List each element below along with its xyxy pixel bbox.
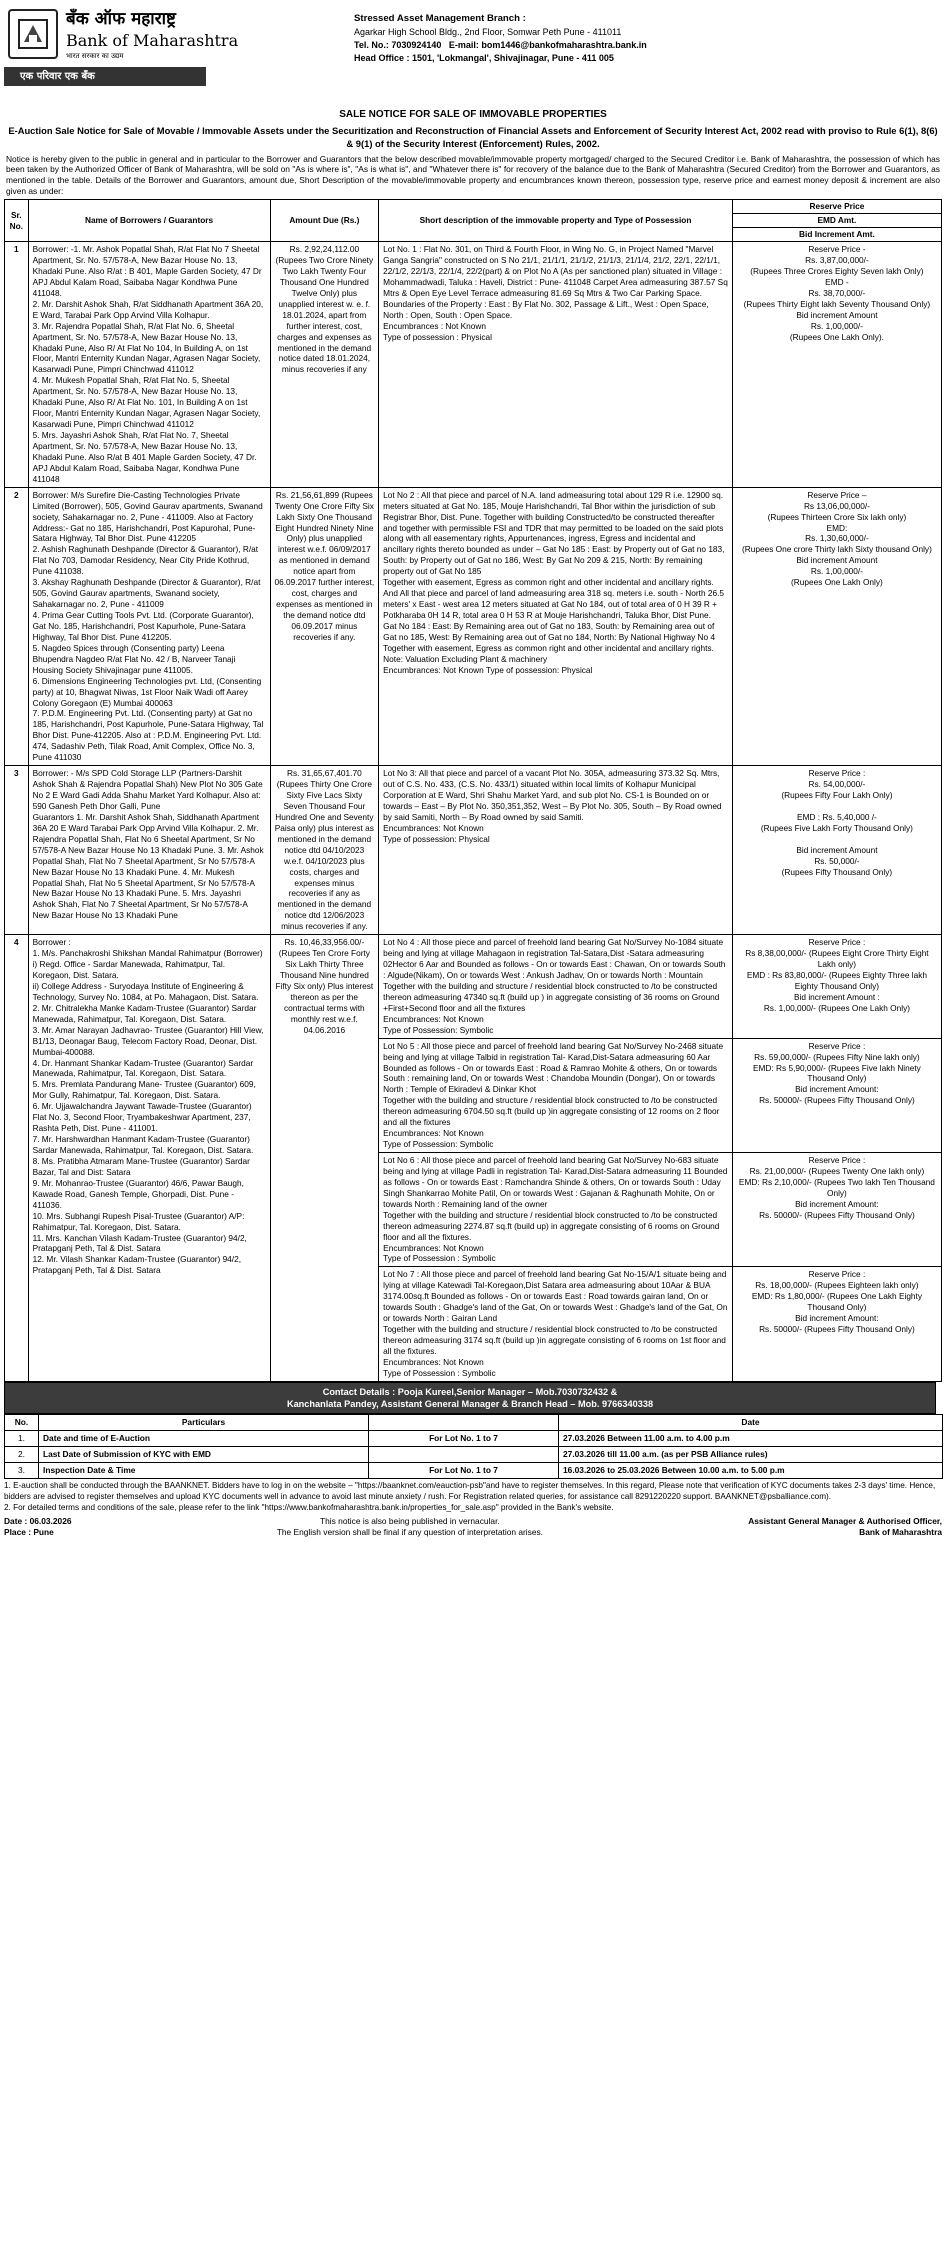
- schedule-table: [4, 1414, 943, 1479]
- officer-title: Assistant General Manager & Authorised Officer,: [748, 1515, 942, 1526]
- notice-subtitle: E-Auction Sale Notice for Sale of Movable / Immovable Assets under the Securitization and Reconstruction of Financial Assets and Enforcement of Security Interest Act, 2002 read with proviso to Rule 6(1), 8(6) & 9(1) of the Security Interest (Enforcement) Rules, 2002.: [8, 125, 938, 149]
- contact-line-2: Kanchanlata Pandey, Assistant General Manager & Branch Head – Mob. 9766340338: [286, 1398, 654, 1409]
- header-emd: EMD Amt.: [733, 214, 941, 228]
- notice-body: Notice is hereby given to the public in general and in particular to the Borrower and Guarantors that the below described movable/immovable property mortgaged/ charged to the Secured Creditor i.e. Bank of Maharashtra, the possession of which has been taken by the Authorized Officer of Bank of Maharashtra, will be sold on "As is where is", "As is what is", and "Whatever there is" for recovery of the balance due to the Bank of Maharashtra (Secured Creditor) from the Borrower and Guarantors, as mentioned in the table. Details of the Borrower and Guarantors, amount due, Short Description of the movable/immovable property and encumbrances known thereon, possession type, reserve price and earnest money deposit & increment are also given as under:: [6, 153, 940, 197]
- row-reserve-price: Reserve Price : Rs 8,38,00,000/- (Rupees Eight Crore Thirty Eight Lakh only) EMD : Rs 83,80,000/- (Rupees Eighty Three lakh Eighty Thousand Only) Bid increment Amount : Rs. 1,00,000/- (Rupees One Lakh Only): [732, 935, 941, 1038]
- branch-phone: Tel. No.: 7030924140: [354, 39, 442, 50]
- row-amount: Rs. 31,65,67,401.70 (Rupees Thirty One Crore Sixty Five Lacs Sixty Seven Thousand Four Hundred One and Seventy Paisa only) plus interest as mentioned in the demand notice dtd 04/10/2023 w.e.f. 04/10/2023 plus costs, charges and expenses minus recoveries if any as mentioned in the demand notice dtd 12/06/2023 minus recoveries if any.: [270, 766, 379, 935]
- letterhead: [4, 0, 942, 104]
- bank-slogan: एक परिवार एक बँक: [4, 67, 206, 86]
- branch-email: E-mail: bom1446@bankofmaharashtra.bank.in: [448, 39, 647, 50]
- bank-name-hindi: बँक ऑफ महाराष्ट्र: [66, 9, 176, 29]
- footer-note-2: 2. For detailed terms and conditions of the sale, please refer to the link "https://www.bankofmaharashtra.bank.in/properties_for_sale.asp" provided in the Bank's website.: [4, 1503, 614, 1513]
- schedule-cell: 16.03.2026 to 25.03.2026 Between 10.00 a.m. to 5.00 p.m: [559, 1463, 943, 1479]
- branch-address: [334, 0, 942, 104]
- row-reserve-price: Reserve Price : Rs. 54,00,000/- (Rupees Fifty Four Lakh Only) EMD : Rs. 5,40,000 /- (Rupees Five Lakh Forty Thousand Only) Bid increment Amount Rs. 50,000/- (Rupees Fifty Thousand Only): [732, 766, 941, 935]
- vernacular-note: This notice is also being published in vernacular.: [320, 1515, 500, 1526]
- table-row: [5, 487, 942, 765]
- signature-block: [4, 1516, 942, 1538]
- schedule-row: [5, 1447, 943, 1463]
- schedule-cell: Last Date of Submission of KYC with EMD: [39, 1447, 369, 1463]
- row-reserve-price: Reserve Price - Rs. 3,87,00,000/- (Rupees Three Crores Eighty Seven lakh Only) EMD - Rs. 38,70,000/- (Rupees Thirty Eight lakh Seventy Thousand Only) Bid increment Amount Rs. 1,00,000/- (Rupees One Lakh Only).: [732, 242, 941, 488]
- table-header-row: [5, 200, 942, 242]
- row-borrowers: Borrower: M/s Surefire Die-Casting Technologies Private Limited (Borrower), 505, Govind Gaurav apartments, Swanand society, Sahakarnagar no. 2, Pune - 411009. Also at Factory Address:- Gat no 185, Harishchandri, Post Kapurohal, Pune-Satara Highway, Tal Bhor Dist. Pune 412205 2. Ashish Raghunath Deshpande (Director & Guarantor), R/at Flat No 703, Damodar Residency, Near City Pride Kothrud, Pune 411038. 3. Akshay Raghunath Deshpande (Director & Guarantor), R/at 505, Govind Gaurav apartments, Swanand society, Sahakarnagar no. 2, Pune - 411009 4. Prima Gear Cutting Tools Pvt. Ltd. (Corporate Guarantor), Gat No. 185, Harishchandri, Post Kapurhole, Pune-Satara Highway, Tal Bhor Dist. Pune 412205. 5. Nagdeo Spices through (Consenting party) Leena Bhupendra Nagdeo R/at Flat No. 42 / B, Narveer Tanaji Housing Society Shivajinagar pune 411005. 6. Dimensions Engineering Technologies pvt. Ltd, (Consenting party) at 10, Bhagwat Niwas, 1st Floor Naik Wadi off Aarey Colony Goregaon (E) Mumbai 400063 7. P.D.M. Engineering Pvt. Ltd. (Consenting party) at Gat no 185, Harishchandri, Post Kapurhole, Pune-Satara Highway, Tal Bhor Dist. Pune-412205. Also at : P.D.M. Engineering Pvt. Ltd. 474, Sadashiv Peth, Tilak Road, Amit Complex, Office No. 3, Pune 411030: [28, 487, 270, 765]
- row-lot-description: Lot No 5 : All those piece and parcel of freehold land bearing Gat No/Survey No-2468 situate being and lying at village Talbid in registration Tal- Karad,Dist-Satara admeasuring 60 Aar Bounded as follows - On or towards East : Road & Ramrao Mohite & others, On or towards South : remaining land, On or towards West : Chandoba Moundin (Dongar), On or towards North : Temple of Ekiradevi & Dinkar Khot Together with the building and structure / residential block constructed to /to be constructed thereon admeasuring 6704.50 sq.ft (build up )in aggregate consisting of 12 rooms on 2 floor and all the fixtures Encumbrances: Not Known Type of Possession: Symbolic: [379, 1038, 733, 1152]
- bank-name-english: Bank of Maharashtra: [66, 31, 239, 51]
- branch-name: Stressed Asset Management Branch :: [354, 13, 526, 24]
- branch-street: Agarkar High School Bldg., 2nd Floor, Somwar Peth Pune - 411011: [354, 26, 622, 37]
- header-reserve-price: [732, 200, 941, 242]
- contact-details: [4, 1382, 936, 1414]
- row-sr: 1: [5, 242, 29, 488]
- row-reserve-price: Reserve Price : Rs. 18,00,000/- (Rupees Eighteen lakh only) EMD: Rs 1,80,000/- (Rupees One Lakh Eighty Thousand Only) Bid increment Amount: Rs. 50000/- (Rupees Fifty Thousand Only): [732, 1267, 941, 1381]
- notice-title: SALE NOTICE FOR SALE OF IMMOVABLE PROPERTIES: [339, 109, 607, 120]
- row-amount: Rs. 10,46,33,956.00/- (Rupees Ten Crore Forty Six Lakh Thirty Three Thousand Nine hundred Fifty Six only) Plus interest thereon as per the contractual terms with monthly rest w.e.f. 04.06.2016: [270, 935, 379, 1382]
- header-borrowers: Name of Borrowers / Guarantors: [28, 200, 270, 242]
- header-rp: Reserve Price: [733, 200, 941, 214]
- row-borrowers: Borrower : 1. M/s. Panchakroshi Shikshan Mandal Rahimatpur (Borrower) i) Regd. Office - Sardar Manewada, Rahimatpur, Tal. Koregaon, Dist. Satara. ii) College Address - Suryodaya Institute of Engineering & Technology, Survey No. 1084, at Po. Mahagaon, Dist. Satara. 2. Mr. Chitralekha Manke Kadam-Trustee (Guarantor) Sardar Manewada, Rahimatpur, Tal. Koregaon, Dist. Satara. 3. Mr. Amar Narayan Jadhavrao- Trustee (Guarantor) Hill View, B1/13, Deonagar Baug, Telecom Factory Road, Deonar, Dist. Mumbai-400088. 4. Dr. Hanmant Shankar Kadam-Trustee (Guarantor) Sardar Manewada, Rahimatpur, Tal. Koregaon, Dist. Satara. 5. Mrs. Premlata Pandurang Mane- Trustee (Guarantor) 609, Mor Gully, Rahimatpur, Tal. Koregaon, Dist. Satara. 6. Mr. Ujjawalchandra Jaywant Tawade-Trustee (Guarantor) Flat No. 3, Second Floor, Tryambakeshwar Apartment, 237, Rashta Peth, Dist. Pune - 411001. 7. Mr. Harshwardhan Hanmant Kadam-Trustee (Guarantor) Sardar Manewada, Rahimatpur, Tal. Koregaon, Dist. Satara. 8. Ms. Pratibha Atmaram Mane-Trustee (Guarantor) Sardar Bazar, Tal and Dist: Satara 9. Mr. Mohanrao-Trustee (Guarantor) 46/6, Pawar Baugh, Kawade Road, Ganesh Temple, Ghorpadi, Dist. Pune - 411036. 10. Mrs. Subhangi Rupesh Pisal-Trustee (Guarantor) A/P: Rahimatpur, Tal. Koregaon, Dist. Satara. 11. Mrs. Kanchan Vilash Kadam-Trustee (Guarantor) 94/2, Pratapganj Peth, Tal & Dist. Satara 12. Mr. Vilash Shankar Kadam-Trustee (Guarantor) 94/2, Pratapganj Peth, Tal & Dist. Satara: [28, 935, 270, 1382]
- schedule-cell: 3.: [5, 1463, 39, 1479]
- row-borrowers: Borrower: - M/s SPD Cold Storage LLP (Partners-Darshit Ashok Shah & Rajendra Popatlal Shah) New Plot No 305 Gate No 2 E Ward Gadi Adda Shahu Market Yard Kolhapur. Also at: 590 Ganesh Peth Dhor Galli, Pune Guarantors 1. Mr. Darshit Ashok Shah, Siddhanath Apartment 36A 20 E Ward Tarabai Park Opp Arvind Villa Kolhapur. 2. Mr. Rajendra Popatlal Shah, Flat No 6 Sheetal Apartment, Sr No 57/578-A New Bazar House No 13 Khadaki Pune. 3. Mr. Ashok Popatlal Shah, Flat No 7 Sheetal Apartment, Sr No 57/578-A New Bazar House No 13 Khadaki Pune. 4. Mr. Mukesh Popatlal Shah, Flat No 5 Sheetal Apartment, Sr No 57/578-A New Bazar House No 13 Khadaki Pune. 5. Mrs. Jayashri Ashok Shah, Flat No 7 Sheetal Apartment, Sr No 57/578-A New Bazar House No 13 Khadaki Pune: [28, 766, 270, 935]
- schedule-cell: For Lot No. 1 to 7: [369, 1431, 559, 1447]
- schedule-header: [5, 1415, 943, 1431]
- interpretation-note: The English version shall be final if any question of interpretation arises.: [276, 1526, 544, 1537]
- schedule-row: [5, 1463, 943, 1479]
- row-reserve-price: Reserve Price – Rs 13,06,00,000/- (Rupees Thirteen Crore Six lakh only) EMD: Rs. 1,30,60,000/- (Rupees One crore Thirty lakh Sixty thousand Only) Bid increment Amount Rs. 1,00,000/- (Rupees One Lakh Only): [732, 487, 941, 765]
- bank-tagline: भारत सरकार का उद्यम: [66, 51, 124, 60]
- schedule-cell: 2.: [5, 1447, 39, 1463]
- schedule-cell: 27.03.2026 Between 11.00 a.m. to 4.00 p.m: [559, 1431, 943, 1447]
- row-amount: Rs. 2,92,24,112.00 (Rupees Two Crore Ninety Two Lakh Twenty Four Thousand One Hundred Twelve Only) plus unapplied interest w. e. f. 18.01.2024, apart from further interest, cost, charges and expenses as mentioned in the demand notice dated 18.01.2024, minus recoveries if any: [270, 242, 379, 488]
- row-amount: Rs. 21,56,61,899 (Rupees Twenty One Crore Fifty Six Lakh Sixty One Thousand Eight Hundred Ninety Nine Only) plus unapplied interest w.e.f. 06/09/2017 as mentioned in demand notice apart from 06.09.2017 further interest, cost, charges and expenses as mentioned in the demand notice dtd 06.09.2017 minus recoveries if any.: [270, 487, 379, 765]
- table-body: [5, 242, 942, 1382]
- schedule-header-date: Date: [559, 1415, 943, 1431]
- table-row: [5, 242, 942, 488]
- row-sr: 4: [5, 935, 29, 1382]
- schedule-header-particulars: Particulars: [39, 1415, 369, 1431]
- contact-line-1: Contact Details : Pooja Kureel,Senior Manager – Mob.7030732432 &: [322, 1386, 618, 1397]
- schedule-row: [5, 1431, 943, 1447]
- header-bid-inc: Bid Increment Amt.: [799, 229, 875, 240]
- row-sr: 3: [5, 766, 29, 935]
- bank-seal-icon: [8, 9, 58, 59]
- footer-notes: [4, 1481, 942, 1513]
- head-office: Head Office : 1501, 'Lokmangal', Shivajinagar, Pune - 411 005: [354, 53, 614, 63]
- row-lot-description: Lot No 7 : All those piece and parcel of freehold land bearing Gat No-15/A/1 situate being and lying at village Katewadi Tal-Koregaon,Dist Satara area admeasuring about 10Aar & BUA 3174.00sq.ft Bounded as follows - On or towards East : Road towards gairan land, On or towards South : Ghadge's land of the Gat, On or towards West : Ghadge's land of the Gat, On or towards North : Gairan Land Together with the building and structure / residential block constructed to /to be constructed thereon admeasuring 3174 sq.ft (build up )in aggregate consisting of 6 rooms on 1st floor and all the fixtures. Encumbrances: Not Known Type of Possession : Symbolic: [379, 1267, 733, 1381]
- row-reserve-price: Reserve Price : Rs. 21,00,000/- (Rupees Twenty One lakh only) EMD: Rs 2,10,000/- (Rupees Two lakh Ten Thousand Only) Bid increment Amount: Rs. 50000/- (Rupees Fifty Thousand Only): [732, 1153, 941, 1267]
- footer-note-1: 1. E-auction shall be conducted through the BAANKNET. Bidders have to log in on the website – "https://baanknet.com/eauction-psb"and have to register themselves. In this regard, Please note that verification of KYC documents takes 2-3 days' time. Hence, bidders are advised to register themselves and upload KYC documents well in advance to avoid last minute anxiety / rush. For Registration related queries, for assistance call 8291220220 support. BAANKNET@psballiance.com).: [4, 1481, 936, 1502]
- row-lot-description: Lot No 3: All that piece and parcel of a vacant Plot No. 305A, admeasuring 373.32 Sq. Mtrs, out of C.S. No. 433, (C.S. No. 433/1) situated within local limits of Kolhapur Municipal Corporation at E Ward, Shri Shahu Market Yard, and sub plot No. CS-1 is Bounded on or towards – East – By Plot No. 350,351,352, West – By Plot No. 305, South – By Road owned by said Samiti, North – By Road owned by said Samiti. Encumbrances: Not Known Type of possession: Physical: [379, 766, 733, 935]
- row-sr: 2: [5, 487, 29, 765]
- officer-bank: Bank of Maharashtra: [859, 1526, 942, 1537]
- row-lot-description: Lot No 2 : All that piece and parcel of N.A. land admeasuring total about 129 R i.e. 12900 sq. meters situated at Gat No. 185, Mouje Harishchandri, Tal Bhor within the jurisdiction of sub Registrar Bhor, Dist. Pune. Together with building Constructed/to be constructed thereafter and together with permissible FSI and TDR that may permitted to be loaded on the said plots along with all easementary rights, Appurtenances, ingress, Egress and incidental and ancillary rights thereto bounded as under – Gat No 185 : East: by Property out of Gat no 183, South: by Property out of Gat no 186, West: By Gat No 209 & 215, North: By remaining property out of Gat No 185 Together with easement, Egress as common right and other incidental and ancillary rights. And All that piece and parcel of land admeasuring area 318 sq. meters i.e. south - North 26.5 meters' x East - west area 12 meters situated at Gat No 184, out of total area of 0 H 39 R + Potkharaba 0H 14 R, total area 0 H 53 R at Mouje Harishchandri, Taluka Bhor, Dist Pune. Gat No 184 : East: By Remaining area out of Gat no 183, South: by Remaining area out of Gat no 185, West: By Remaining area out of Gat no 184, North: By National Highway No 4 Together with easement, Egress as common right and other incidental and ancillary rights. Note: Valuation Excluding Plant & machinery Encumbrances: Not Known Type of possession: Physical: [379, 487, 733, 765]
- row-borrowers: Borrower: -1. Mr. Ashok Popatlal Shah, R/at Flat No 7 Sheetal Apartment, Sr. No. 57/578-A, New Bazar House No. 13, Khadaki Pune. Also R/at : B 401, Maple Garden Society, 47 Dr APJ Abdul Kalam Road, Saibaba Nagar Kondhwa Pune 411048. 2. Mr. Darshit Ashok Shah, R/at Siddhanath Apartment 36A 20, E Ward, Tarabai Park Opp Arvind Villa Kolhapur. 3. Mr. Rajendra Popatlal Shah, R/at Flat No. 6, Sheetal Apartment, Sr. No. 57/578-A, New Bazar House No. 13, Khadaki Pune, Also R/ At Flat No 104, In Building A, on 1st Floor, Mantri Enternity Kundan Nagar, Agrasen Nagar Society, Kasarwadi Pune, Pimpri Chinchwad 411012 4. Mr. Mukesh Popatlal Shah, R/at Flat No. 5, Sheetal Apartment, Sr. No. 57/578-A, New Bazar House No. 13, Khadaki Pune, Also R/ At Flat No. 101, In Building A on 1st Floor, Mantri Enternity Kundan Nagar, Agrasen Nagar Society, Kasarwadi Pune, Pimpri Chinchwad 411012 5. Mrs. Jayashri Ashok Shah, R/at Flat No. 7, Sheetal Apartment, Sr. No. 57/578-A, New Bazar House No. 13, Khadaki Pune. Also R/at B 401 Maple Garden Society, 47 Dr. APJ Abdul Kalam Road, Saibaba Nagar, Kondhwa Pune 411048: [28, 242, 270, 488]
- header-description: Short description of the immovable property and Type of Possession: [379, 200, 733, 242]
- schedule-header-no: No.: [5, 1415, 39, 1431]
- schedule-cell: [369, 1447, 559, 1463]
- header-sr: Sr. No.: [5, 200, 29, 242]
- notice-date: Date : 06.03.2026: [4, 1515, 72, 1526]
- row-reserve-price: Reserve Price : Rs. 59,00,000/- (Rupees Fifty Nine lakh only) EMD: Rs 5,90,000/- (Rupees Five lakh Ninety Thousand Only) Bid increment Amount: Rs. 50000/- (Rupees Fifty Thousand Only): [732, 1038, 941, 1152]
- notice-place: Place : Pune: [4, 1526, 54, 1537]
- schedule-cell: For Lot No. 1 to 7: [369, 1463, 559, 1479]
- schedule-cell: 27.03.2026 till 11.00 a.m. (as per PSB Alliance rules): [559, 1447, 943, 1463]
- bank-logo-block: [4, 0, 334, 104]
- schedule-cell: 1.: [5, 1431, 39, 1447]
- table-row: [5, 766, 942, 935]
- property-table: [4, 199, 942, 1382]
- row-lot-description: Lot No 6 : All those piece and parcel of freehold land bearing Gat No/Survey No-683 situate being and lying at village Padli in registration Tal- Karad,Dist-Satara admeasuring 11 Bounded as follows - On or towards East : Ramchandra Shinde & others, On or towards South : Uday Singh Shankarrao Mohite Patil, On or towards West : Gajanan & Raghunath Mohite, On or towards North : Remaining land of the owner Together with the building and structure / residential block constructed to /to be constructed thereon admeasuring 2274.87 sq.ft (build up) in aggregate consisting of 6 rooms on Ground floor and all the fixtures. Encumbrances: Not Known Type of Possession : Symbolic: [379, 1153, 733, 1267]
- schedule-cell: Date and time of E-Auction: [39, 1431, 369, 1447]
- header-amount: Amount Due (Rs.): [270, 200, 379, 242]
- row-lot-description: Lot No. 1 : Flat No. 301, on Third & Fourth Floor, in Wing No. G, in Project Named "Marvel Ganga Sangria" constructed on S No 21/1, 21/1/1, 21/1/2, 21/1/3, 21/1/4, 21/2, 22/1, 22/1/1, 22/1/2, 22/1/3, 22/1/4, 22/2(part) & on Plot No A (As per sanctioned plan) situated in Village : Mohammadwadi, Taluka : Haveli, District : Pune- 411048 Carpet Area admeasuring 387.57 Sq Mtrs & Open Eye Level Terrace admeasuring 81.69 Sq Mtrs & Two Car Parking Space. Boundaries of the Property : East : By Flat No. 302, Passage & Lift., West : Open Space, North : Open, South : Open Space. Encumbrances : Not Known Type of possession : Physical: [379, 242, 733, 488]
- schedule-header-blank: [369, 1415, 559, 1431]
- row-lot-description: Lot No 4 : All those piece and parcel of freehold land bearing Gat No/Survey No-1084 situate being and lying at village Mahagaon in registration Tal-Satara,Dist -Satara admeasuring 02Hector 6 Aar and Bounded as follows - On or towards East : Chawan, On or towards South : Algude(Nikam), On or towards West : Ankush Jadhav, On or towards North : Mountain Together with the building and structure / residential block constructed to /to be constructed thereon admeasuring 47340 sq.ft (build up ) in aggregate consisting of 36 rooms on Ground +First+Second floor and all the fixtures Encumbrances: Not Known Type of Possession: Symbolic: [379, 935, 733, 1038]
- table-row: [5, 935, 942, 1038]
- schedule-cell: Inspection Date & Time: [39, 1463, 369, 1479]
